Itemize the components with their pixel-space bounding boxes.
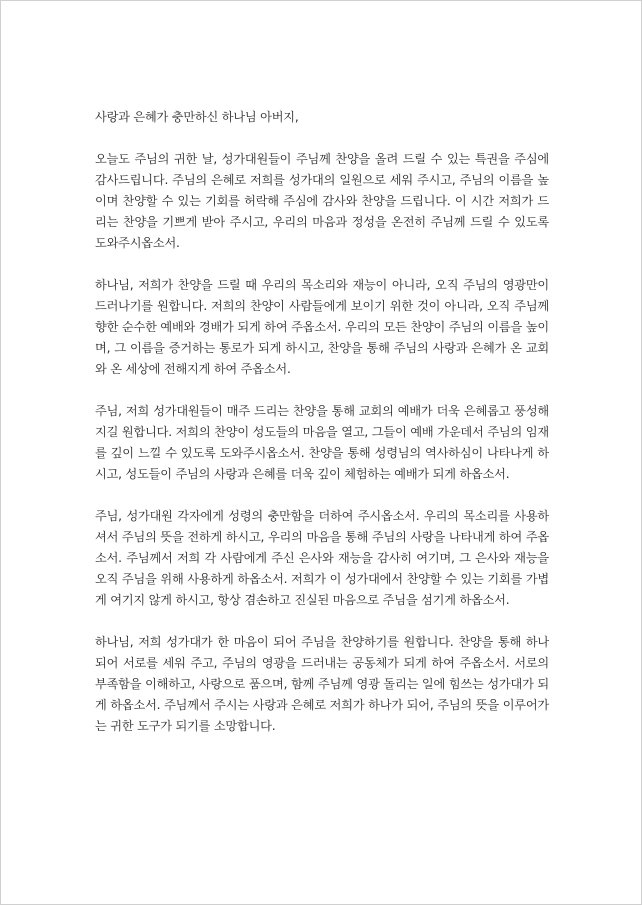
- paragraph-4: 주님, 성가대원 각자에게 성령의 충만함을 더하여 주시옵소서. 우리의 목소리를 사용하셔서 주님의 뜻을 전하게 하시고, 우리의 마음을 통해 주님의 사랑을 나타내게 하여 주옵소서. 주님께서 저희 각 사람에게 주신 은사와 재능을 감사히 여기며, 그 은사와 재능을 오직 주님을 위해 사용하게 하옵소서. 저희가 이 성가대에서 찬양할 수 있는 기회를 가볍게 여기지 않게 하시고, 항상 겸손하고 진실된 마음으로 주님을 섬기게 하옵소서.: [95, 509, 549, 607]
- paragraph-5: 하나님, 저희 성가대가 한 마음이 되어 주님을 찬양하기를 원합니다. 찬양을 통해 하나 되어 서로를 세워 주고, 주님의 영광을 드러내는 공동체가 되게 하여 주옵소서. 서로의 부족함을 이해하고, 사랑으로 품으며, 함께 주님께 영광 돌리는 일에 힘쓰는 성가대가 되게 하옵소서. 주님께서 주시는 사랑과 은혜로 저희가 하나가 되어, 주님의 뜻을 이루어가는 귀한 도구가 되기를 소망합니다.: [95, 635, 549, 733]
- paragraph-3: 주님, 저희 성가대원들이 매주 드리는 찬양을 통해 교회의 예배가 더욱 은혜롭고 풍성해지길 원합니다. 저희의 찬양이 성도들의 마음을 열고, 그들이 예배 가운데서 주님의 임재를 깊이 느낄 수 있도록 도와주시옵소서. 찬양을 통해 성령님의 역사하심이 나타나게 하시고, 성도들이 주님의 사랑과 은혜를 더욱 깊이 체험하는 예배가 되게 하옵소서.: [95, 404, 549, 481]
- paragraph-1: 오늘도 주님의 귀한 날, 성가대원들이 주님께 찬양을 올려 드릴 수 있는 특권을 주심에 감사드립니다. 주님의 은혜로 저희를 성가대의 일원으로 세워 주시고, 주님의 이름을 높이며 찬양할 수 있는 기회를 허락해 주심에 감사와 찬양을 드립니다. 이 시간 저희가 드리는 찬양을 기쁘게 받아 주시고, 우리의 마음과 정성을 온전히 주님께 드릴 수 있도록 도와주시옵소서.: [95, 152, 549, 250]
- paragraph-2: 하나님, 저희가 찬양을 드릴 때 우리의 목소리와 재능이 아니라, 오직 주님의 영광만이 드러나기를 원합니다. 저희의 찬양이 사람들에게 보이기 위한 것이 아니라, 오직 주님께 향한 순수한 예배와 경배가 되게 하여 주옵소서. 우리의 모든 찬양이 주님의 이름을 높이며, 그 이름을 증거하는 통로가 되게 하시고, 찬양을 통해 주님의 사랑과 은혜가 온 교회와 온 세상에 전해지게 하여 주옵소서.: [95, 278, 549, 376]
- greeting-line: 사랑과 은혜가 충만하신 하나님 아버지,: [95, 110, 299, 124]
- prayer-text-body: [95, 107, 549, 758]
